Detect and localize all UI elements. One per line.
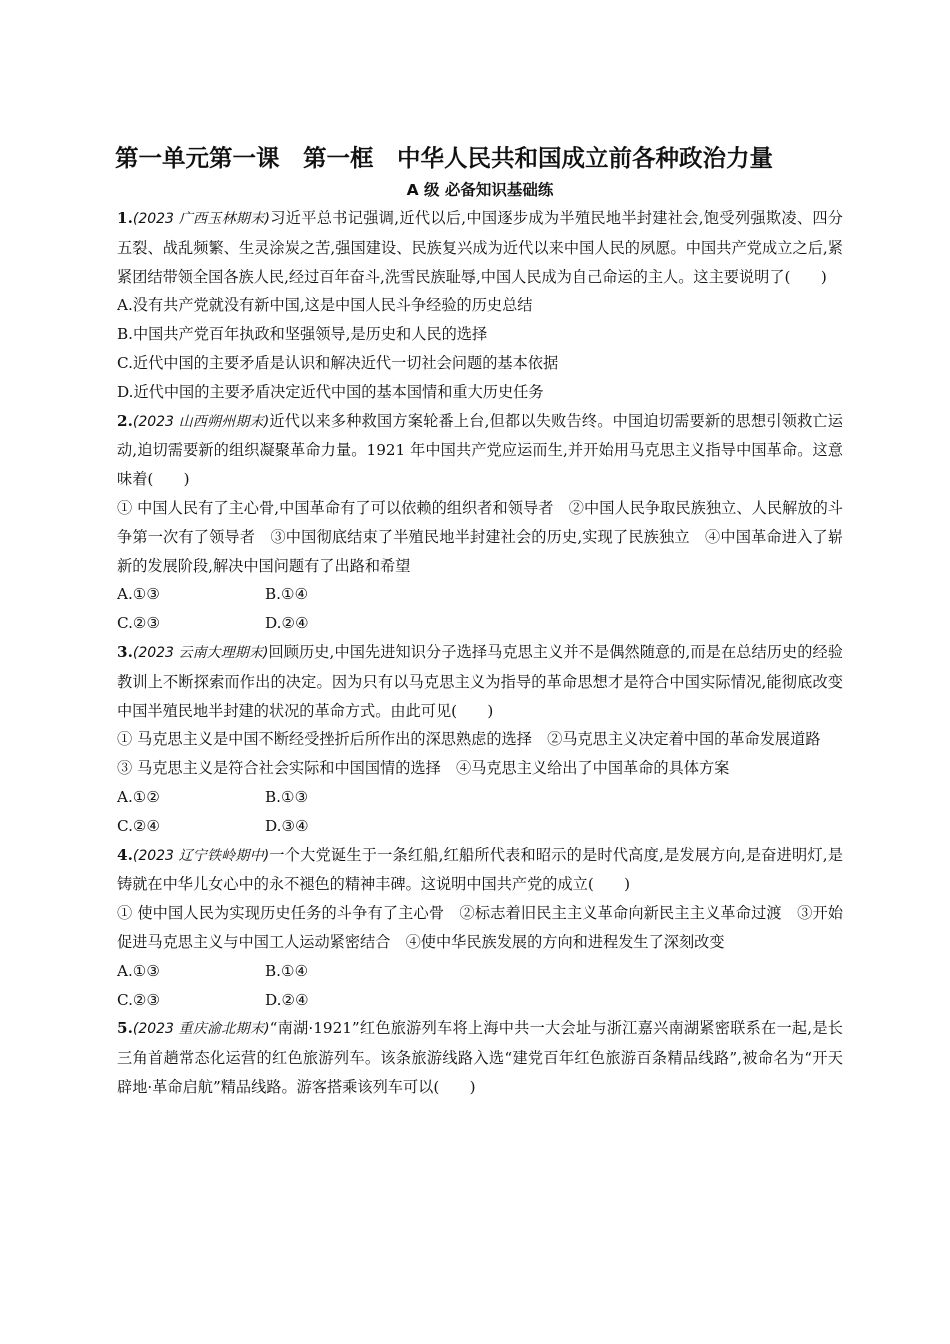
option-c: C.近代中国的主要矛盾是认识和解决近代一切社会问题的基本依据 <box>117 353 559 372</box>
question-text: 习近平总书记强调,近代以后,中国逐步成为半殖民地半封建社会,饱受列强欺凌、四分五裂、战乱频繁、生灵涂炭之苦,强国建设、民族复兴成为近代以来中国人民的夙愿。中国共产党成立之后,紧紧团结带领全国各族人民,经过百年奋斗,洗雪民族耻辱,中国人民成为自己命运的主人。这主要说明了( ) <box>117 209 843 286</box>
choice-row <box>117 957 843 986</box>
question-stem: 3.(2023 云南大理期末)回顾历史,中国先进知识分子选择马克思主义并不是偶然随意的,而是在总结历史的经验教训上不断探索而作出的决定。因为只有以马克思主义为指导的革命思想才是符合中国实际情况,能彻底改变中国半殖民地半封建的状况的革命方式。由此可见( ) <box>117 642 843 720</box>
choice-a: A.①② <box>117 787 161 806</box>
option-b: B.中国共产党百年执政和坚强领导,是历史和人民的选择 <box>117 325 488 344</box>
choice-row <box>117 609 843 638</box>
question-source: (2023 山西朔州期末) <box>132 413 270 430</box>
choice-b: B.①③ <box>265 787 309 806</box>
statements-first: ① 马克思主义是中国不断经受挫折后所作出的深思熟虑的选择 ②马克思主义决定着中国的革命发展道路 <box>117 730 821 749</box>
question-stem: 4.(2023 辽宁铁岭期中)一个大党诞生于一条红船,红船所代表和昭示的是时代高度,是发展方向,是奋进明灯,是铸就在中华儿女心中的永不褪色的精神丰碑。这说明中国共产党的成立( ) <box>117 845 843 894</box>
choice-row <box>117 986 843 1015</box>
statements-second: ③ 马克思主义是符合社会实际和中国国情的选择 ④马克思主义给出了中国革命的具体方案 <box>117 759 730 778</box>
question-number: 5 <box>117 1019 128 1038</box>
choice-b: B.①④ <box>265 585 309 604</box>
question-text: 一个大党诞生于一条红船,红船所代表和昭示的是时代高度,是发展方向,是奋进明灯,是铸就在中华儿女心中的永不褪色的精神丰碑。这说明中国共产党的成立( ) <box>117 845 843 894</box>
choice-a: A.①③ <box>117 961 161 980</box>
document-page <box>117 140 843 1102</box>
question-stem: 1.(2023 广西玉林期末)习近平总书记强调,近代以后,中国逐步成为半殖民地半封建社会,饱受列强欺凌、四分五裂、战乱频繁、生灵涂炭之苦,强国建设、民族复兴成为近代以来中国人民的夙愿。中国共产党成立之后,紧紧团结带领全国各族人民,经过百年奋斗,洗雪民族耻辱,中国人民成为自己命运的主人。这主要说明了( ) <box>117 209 843 286</box>
choice-c: C.②③ <box>117 614 161 633</box>
choice-a: A.①③ <box>117 585 161 604</box>
question-number: 1 <box>117 209 128 227</box>
option-a: A.没有共产党就没有新中国,这是中国人民斗争经验的历史总结 <box>117 296 533 315</box>
question-2 <box>117 407 843 638</box>
question-stem: 5.(2023 重庆渝北期末)“南湖·1921”红色旅游列车将上海中共一大会址与浙江嘉兴南湖紧密联系在一起,是长三角首趟常态化运营的红色旅游列车。该条旅游线路入选“建党百年红色旅游百条精品线路”,被命名为“开天辟地·革命启航”精品线路。游客搭乘该列车可以( ) <box>117 1019 843 1096</box>
question-text: 近代以来多种救国方案轮番上台,但都以失败告终。中国迫切需要新的思想引领救亡运动,迫切需要新的组织凝聚革命力量。1921 年中国共产党应运而生,并开始用马克思主义指导中国革命。这意味着( ) <box>117 411 843 489</box>
choice-row <box>117 812 843 841</box>
question-4 <box>117 841 843 1015</box>
choice-row <box>117 580 843 609</box>
question-stem: 2.(2023 山西朔州期末)近代以来多种救国方案轮番上台,但都以失败告终。中国迫切需要新的思想引领救亡运动,迫切需要新的组织凝聚革命力量。1921 年中国共产党应运而生,并开始用马克思主义指导中国革命。这意味着( ) <box>117 411 843 489</box>
question-source: (2023 广西玉林期末) <box>132 211 270 227</box>
question-source: (2023 辽宁铁岭期中) <box>132 847 270 864</box>
question-number: 4 <box>117 845 128 864</box>
question-5 <box>117 1014 843 1101</box>
choice-c: C.②③ <box>117 990 161 1009</box>
statements: ① 中国人民有了主心骨,中国革命有了可以依赖的组织者和领导者 ②中国人民争取民族独立、人民解放的斗争第一次有了领导者 ③中国彻底结束了半殖民地半封建社会的历史,实现了民族独立 ④中国革命进入了崭新的发展阶段,解决中国问题有了出路和希望 <box>117 498 843 575</box>
question-source: (2023 云南大理期末) <box>132 644 269 661</box>
question-text: “南湖·1921”红色旅游列车将上海中共一大会址与浙江嘉兴南湖紧密联系在一起,是长三角首趟常态化运营的红色旅游列车。该条旅游线路入选“建党百年红色旅游百条精品线路”,被命名为“开天辟地·革命启航”精品线路。游客搭乘该列车可以( ) <box>117 1019 843 1096</box>
page-title: 第一单元第一课 第一框 中华人民共和国成立前各种政治力量 <box>115 144 773 172</box>
choice-d: D.②④ <box>265 990 309 1009</box>
question-1 <box>117 204 843 407</box>
question-number: 3 <box>117 642 128 661</box>
question-text: 回顾历史,中国先进知识分子选择马克思主义并不是偶然随意的,而是在总结历史的经验教训上不断探索而作出的决定。因为只有以马克思主义为指导的革命思想才是符合中国实际情况,能彻底改变中国半殖民地半封建的状况的革命方式。由此可见( ) <box>117 642 843 720</box>
option-d: D.近代中国的主要矛盾决定近代中国的基本国情和重大历史任务 <box>117 382 544 401</box>
choice-d: D.②④ <box>265 614 309 633</box>
choice-b: B.①④ <box>265 961 309 980</box>
question-number: 2 <box>117 411 128 430</box>
section-subtitle: A 级 必备知识基础练 <box>406 181 554 199</box>
choice-row <box>117 783 843 812</box>
statements: ① 使中国人民为实现历史任务的斗争有了主心骨 ②标志着旧民主主义革命向新民主主义革命过渡 ③开始促进马克思主义与中国工人运动紧密结合 ④使中华民族发展的方向和进程发生了深刻改变 <box>117 904 843 951</box>
choice-c: C.②④ <box>117 816 161 835</box>
choice-d: D.③④ <box>265 816 309 835</box>
question-3 <box>117 638 843 841</box>
question-source: (2023 重庆渝北期末) <box>132 1021 270 1038</box>
